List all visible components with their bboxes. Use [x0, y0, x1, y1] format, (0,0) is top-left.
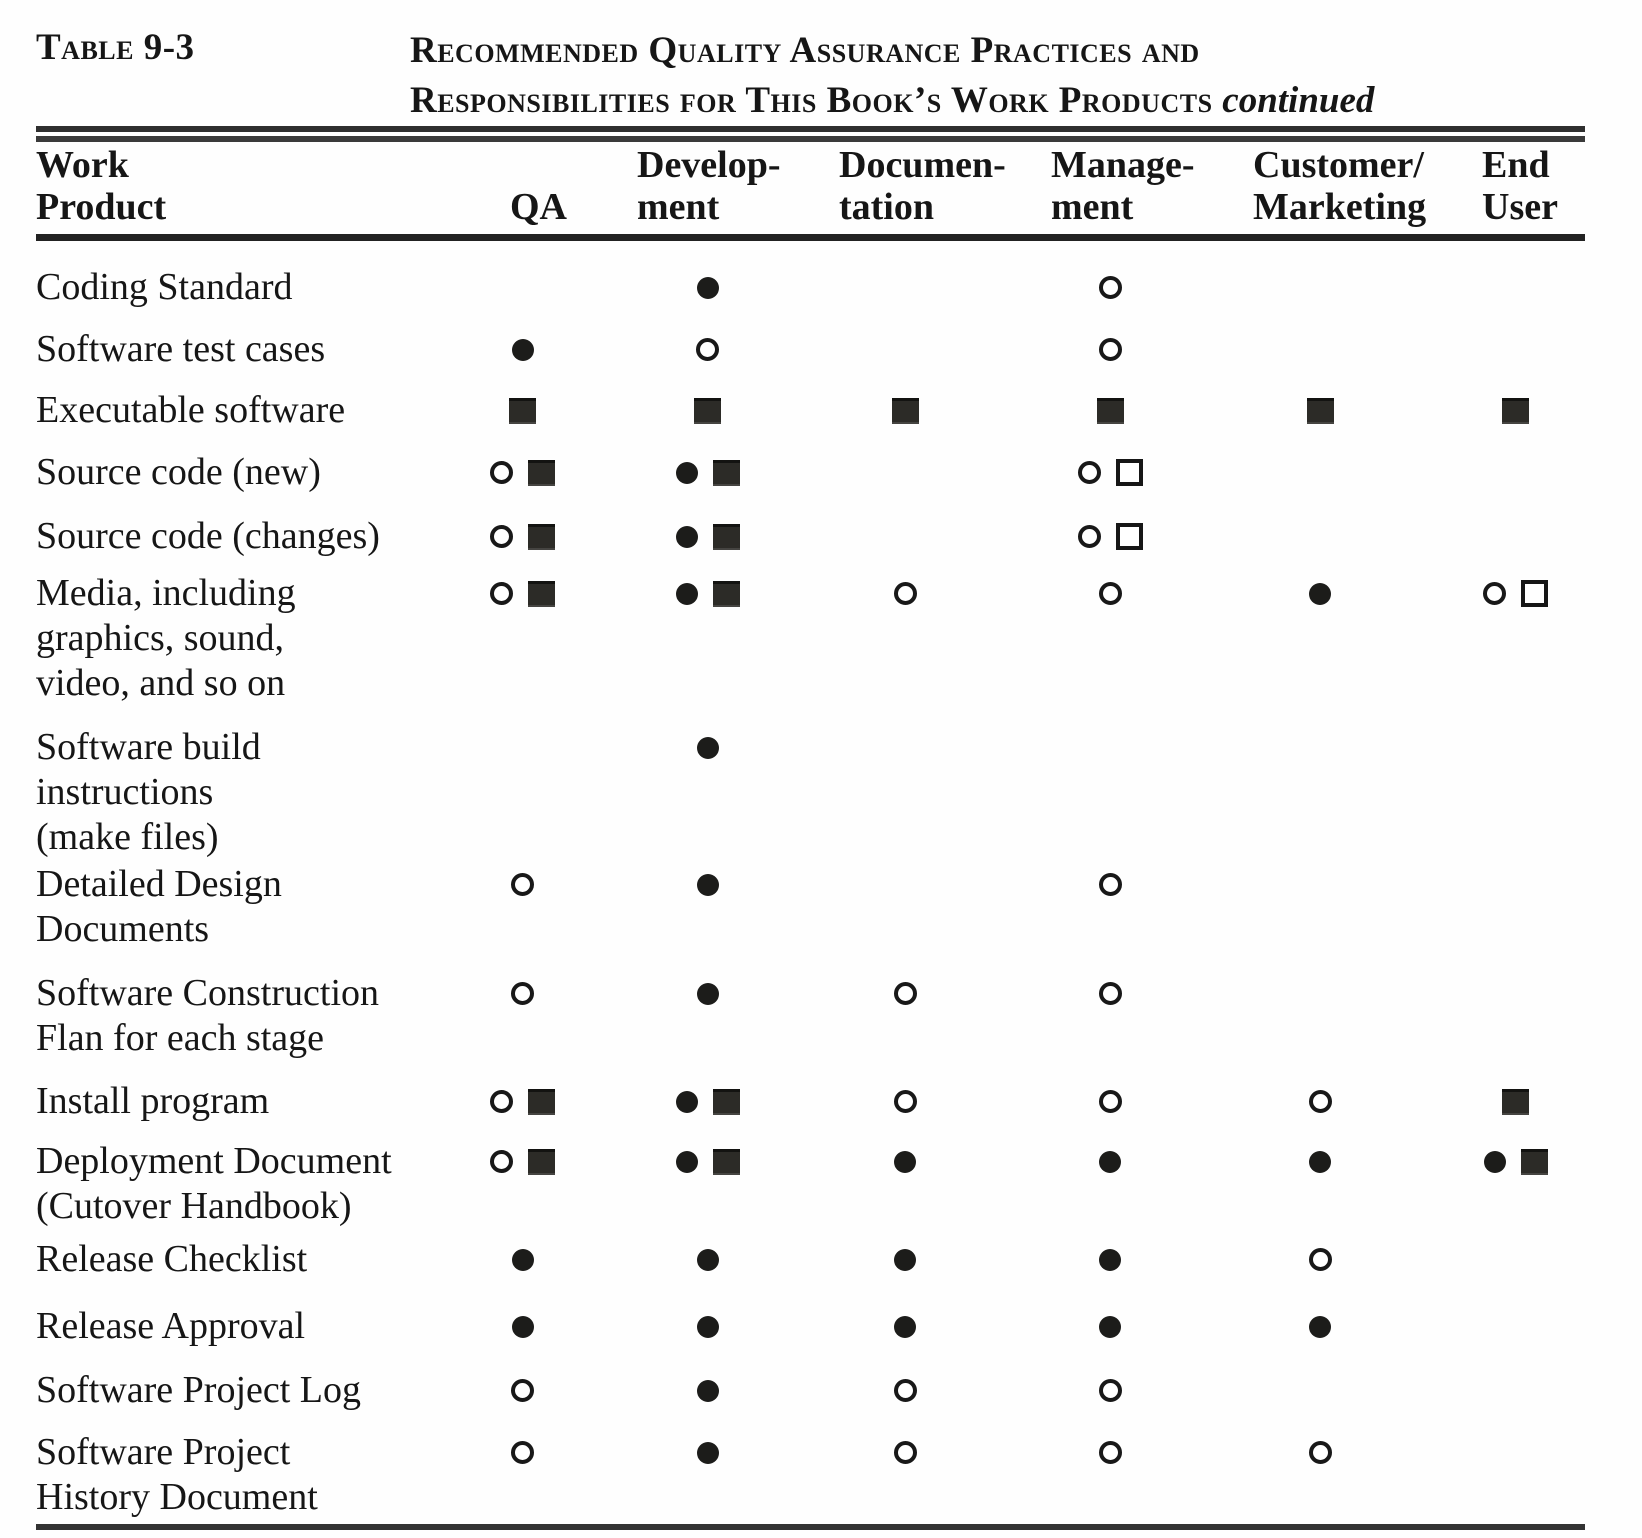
matrix-cell-documentation [830, 725, 980, 770]
filled-circle-icon [1099, 1249, 1121, 1271]
column-header-line: Documen- [839, 144, 1006, 186]
column-header-line: ment [637, 186, 720, 228]
column-header-line: Marketing [1253, 186, 1427, 228]
table-caption [0, 0, 1642, 126]
column-header-line: End [1482, 144, 1550, 186]
work-product-line: Software test cases [36, 328, 326, 370]
work-product-line: Software Project [36, 1431, 291, 1473]
open-circle-icon [1078, 461, 1101, 484]
table-row [36, 725, 1585, 860]
filled-circle-icon [1309, 583, 1331, 605]
open-circle-icon [511, 1379, 534, 1402]
matrix-cell-customer-marketing [1240, 1304, 1400, 1349]
work-product-line: graphics, sound, [36, 617, 285, 659]
open-circle-icon [894, 1441, 917, 1464]
table-row [36, 1368, 1585, 1413]
matrix-cell-management [980, 514, 1240, 559]
matrix-cell-management [980, 971, 1240, 1016]
matrix-cell-management [980, 1079, 1240, 1124]
open-circle-icon [490, 525, 513, 548]
matrix-cell-documentation [830, 862, 980, 907]
work-product-cell [36, 862, 460, 952]
open-circle-icon [1099, 1441, 1122, 1464]
matrix-cell-qa [460, 1368, 585, 1413]
column-header-end-user [1400, 144, 1585, 228]
filled-square-icon [713, 581, 740, 607]
column-header-line: Product [36, 186, 167, 228]
matrix-cell-documentation [830, 1304, 980, 1349]
bottom-rule [36, 1524, 1585, 1530]
work-product-line: History Document [36, 1476, 318, 1518]
column-header-line: tation [839, 186, 934, 228]
work-product-cell [36, 327, 460, 372]
matrix-cell-end-user [1400, 388, 1585, 433]
open-circle-icon [894, 1379, 917, 1402]
filled-circle-icon [697, 1316, 719, 1338]
filled-circle-icon [676, 462, 698, 484]
matrix-cell-management [980, 862, 1240, 907]
matrix-cell-qa [460, 725, 585, 770]
matrix-cell-customer-marketing [1240, 265, 1400, 310]
table-header-row [36, 142, 1585, 234]
work-product-cell [36, 1237, 460, 1282]
matrix-cell-development [585, 971, 830, 1016]
table-row [36, 1304, 1585, 1349]
open-circle-icon [1099, 1379, 1122, 1402]
filled-square-icon [713, 524, 740, 550]
matrix-cell-management [980, 1368, 1240, 1413]
filled-square-icon [528, 1149, 555, 1175]
work-product-cell [36, 450, 460, 495]
column-header-line: Customer/ [1253, 144, 1424, 186]
open-circle-icon [1099, 582, 1122, 605]
matrix-cell-documentation [830, 450, 980, 495]
matrix-cell-management [980, 388, 1240, 433]
work-product-cell [36, 725, 460, 860]
matrix-cell-qa [460, 971, 585, 1016]
open-circle-icon [1483, 582, 1506, 605]
table-title-continued: continued [1222, 80, 1375, 121]
matrix-cell-development [585, 571, 830, 616]
matrix-cell-development [585, 725, 830, 770]
work-product-line: Flan for each stage [36, 1017, 325, 1059]
open-circle-icon [1099, 338, 1122, 361]
matrix-cell-management [980, 1304, 1240, 1349]
work-product-cell [36, 1079, 460, 1124]
table-row [36, 1139, 1585, 1229]
work-product-line: Executable software [36, 389, 346, 431]
matrix-cell-documentation [830, 388, 980, 433]
column-header-line: Work [36, 144, 129, 186]
column-header-customer-marketing [1240, 144, 1427, 228]
open-circle-icon [1078, 525, 1101, 548]
matrix-cell-customer-marketing [1240, 514, 1400, 559]
matrix-cell-customer-marketing [1240, 1430, 1400, 1475]
filled-circle-icon [697, 983, 719, 1005]
matrix-cell-qa [460, 450, 585, 495]
matrix-cell-documentation [830, 327, 980, 372]
table-row [36, 388, 1585, 433]
filled-circle-icon [894, 1249, 916, 1271]
work-product-line: Software Construction [36, 972, 380, 1014]
work-product-cell [36, 571, 460, 706]
work-product-cell [36, 514, 460, 559]
filled-square-icon [1502, 1089, 1529, 1115]
matrix-cell-development [585, 450, 830, 495]
matrix-cell-management [980, 725, 1240, 770]
matrix-cell-development [585, 1304, 830, 1349]
filled-circle-icon [1309, 1151, 1331, 1173]
filled-square-icon [528, 1089, 555, 1115]
filled-circle-icon [512, 339, 534, 361]
filled-circle-icon [1099, 1151, 1121, 1173]
work-product-cell [36, 1430, 460, 1520]
open-circle-icon [511, 1441, 534, 1464]
filled-circle-icon [697, 737, 719, 759]
filled-circle-icon [1484, 1151, 1506, 1173]
filled-circle-icon [697, 277, 719, 299]
work-product-line: Source code (changes) [36, 515, 380, 557]
work-product-line: instructions [36, 771, 214, 813]
filled-circle-icon [676, 583, 698, 605]
filled-square-icon [1502, 398, 1529, 424]
matrix-cell-end-user [1400, 1079, 1585, 1124]
filled-circle-icon [512, 1249, 534, 1271]
filled-circle-icon [697, 1442, 719, 1464]
matrix-cell-documentation [830, 571, 980, 616]
open-circle-icon [894, 582, 917, 605]
column-header-work-product [36, 144, 460, 228]
work-product-line: Release Checklist [36, 1238, 308, 1280]
matrix-cell-qa [460, 327, 585, 372]
matrix-cell-management [980, 1237, 1240, 1282]
matrix-cell-end-user [1400, 265, 1585, 310]
filled-circle-icon [894, 1316, 916, 1338]
filled-square-icon [1521, 1149, 1548, 1175]
open-square-icon [1116, 459, 1143, 486]
filled-circle-icon [1309, 1316, 1331, 1338]
filled-circle-icon [676, 1151, 698, 1173]
table-row [36, 450, 1585, 495]
matrix-cell-qa [460, 862, 585, 907]
matrix-cell-customer-marketing [1240, 1368, 1400, 1413]
matrix-cell-end-user [1400, 571, 1585, 616]
matrix-cell-end-user [1400, 862, 1585, 907]
table-body [0, 265, 1642, 1520]
column-header-qa [460, 186, 585, 228]
filled-circle-icon [697, 1380, 719, 1402]
table-row [36, 1237, 1585, 1282]
filled-circle-icon [512, 1316, 534, 1338]
matrix-cell-documentation [830, 514, 980, 559]
matrix-cell-documentation [830, 1237, 980, 1282]
matrix-cell-customer-marketing [1240, 1139, 1400, 1184]
matrix-cell-customer-marketing [1240, 862, 1400, 907]
filled-square-icon [1097, 398, 1124, 424]
work-product-cell [36, 1304, 460, 1349]
column-header-line: User [1482, 186, 1558, 228]
matrix-cell-qa [460, 1139, 585, 1184]
work-product-line: video, and so on [36, 662, 286, 704]
matrix-cell-development [585, 1079, 830, 1124]
table-row [36, 514, 1585, 559]
filled-circle-icon [1099, 1316, 1121, 1338]
open-circle-icon [1309, 1248, 1332, 1271]
work-product-line: Coding Standard [36, 266, 293, 308]
open-circle-icon [1099, 982, 1122, 1005]
filled-circle-icon [676, 526, 698, 548]
matrix-cell-qa [460, 1237, 585, 1282]
matrix-cell-qa [460, 388, 585, 433]
matrix-cell-end-user [1400, 450, 1585, 495]
matrix-cell-customer-marketing [1240, 1237, 1400, 1282]
work-product-line: Documents [36, 908, 210, 950]
work-product-cell [36, 1368, 460, 1413]
matrix-cell-end-user [1400, 1368, 1585, 1413]
work-product-line: Install program [36, 1080, 270, 1122]
matrix-cell-qa [460, 1430, 585, 1475]
work-product-line: (Cutover Handbook) [36, 1185, 352, 1227]
work-product-line: Detailed Design [36, 863, 282, 905]
matrix-cell-qa [460, 265, 585, 310]
filled-circle-icon [697, 874, 719, 896]
open-circle-icon [1309, 1090, 1332, 1113]
open-circle-icon [1099, 1090, 1122, 1113]
matrix-cell-end-user [1400, 1304, 1585, 1349]
table-row [36, 971, 1585, 1061]
work-product-line: Software build [36, 726, 261, 768]
matrix-cell-documentation [830, 1430, 980, 1475]
filled-square-icon [1307, 398, 1334, 424]
matrix-cell-end-user [1400, 327, 1585, 372]
matrix-cell-development [585, 388, 830, 433]
matrix-cell-customer-marketing [1240, 388, 1400, 433]
open-circle-icon [696, 338, 719, 361]
column-header-line: ment [1051, 186, 1134, 228]
table-row [36, 571, 1585, 706]
header-rule [36, 234, 1585, 241]
open-circle-icon [490, 1150, 513, 1173]
matrix-cell-qa [460, 571, 585, 616]
matrix-cell-end-user [1400, 971, 1585, 1016]
open-circle-icon [490, 461, 513, 484]
open-circle-icon [490, 1090, 513, 1113]
filled-square-icon [892, 398, 919, 424]
matrix-cell-end-user [1400, 725, 1585, 770]
open-circle-icon [1099, 873, 1122, 896]
table-row [36, 862, 1585, 952]
table-title [410, 26, 1374, 126]
table-title-line1: Recommended Quality Assurance Practices and [410, 30, 1200, 71]
work-product-cell [36, 388, 460, 433]
matrix-cell-customer-marketing [1240, 971, 1400, 1016]
matrix-cell-qa [460, 1304, 585, 1349]
table-row [36, 1430, 1585, 1520]
matrix-cell-documentation [830, 1139, 980, 1184]
work-product-line: Deployment Document [36, 1140, 392, 1182]
matrix-cell-end-user [1400, 1237, 1585, 1282]
filled-square-icon [694, 398, 721, 424]
table-row [36, 1079, 1585, 1124]
matrix-cell-development [585, 1139, 830, 1184]
matrix-cell-customer-marketing [1240, 1079, 1400, 1124]
table-label: Table 9-3 [36, 27, 195, 68]
matrix-cell-documentation [830, 1368, 980, 1413]
matrix-cell-management [980, 327, 1240, 372]
column-header-management [980, 144, 1240, 228]
column-header-development [585, 144, 830, 228]
work-product-line: Source code (new) [36, 451, 321, 493]
matrix-cell-development [585, 1430, 830, 1475]
matrix-cell-management [980, 265, 1240, 310]
filled-square-icon [713, 1089, 740, 1115]
matrix-cell-qa [460, 514, 585, 559]
matrix-cell-management [980, 1430, 1240, 1475]
filled-square-icon [509, 398, 536, 424]
matrix-cell-development [585, 1237, 830, 1282]
filled-circle-icon [676, 1091, 698, 1113]
matrix-cell-development [585, 514, 830, 559]
matrix-cell-end-user [1400, 1139, 1585, 1184]
work-product-line: Media, including [36, 572, 296, 614]
work-product-cell [36, 265, 460, 310]
matrix-cell-development [585, 265, 830, 310]
open-circle-icon [511, 873, 534, 896]
filled-square-icon [528, 581, 555, 607]
open-circle-icon [511, 982, 534, 1005]
matrix-cell-customer-marketing [1240, 450, 1400, 495]
matrix-cell-customer-marketing [1240, 725, 1400, 770]
column-header-line: Manage- [1051, 144, 1195, 186]
matrix-cell-customer-marketing [1240, 327, 1400, 372]
open-circle-icon [894, 982, 917, 1005]
matrix-cell-documentation [830, 971, 980, 1016]
table-title-line2: Responsibilities for This Book’s Work Products continued [410, 80, 1375, 121]
column-header-line: QA [510, 186, 567, 228]
filled-square-icon [713, 1149, 740, 1175]
work-product-cell [36, 1139, 460, 1229]
matrix-cell-development [585, 327, 830, 372]
open-circle-icon [1099, 276, 1122, 299]
filled-square-icon [528, 524, 555, 550]
matrix-cell-documentation [830, 1079, 980, 1124]
matrix-cell-management [980, 571, 1240, 616]
table-row [36, 265, 1585, 310]
work-product-cell [36, 971, 460, 1061]
matrix-cell-documentation [830, 265, 980, 310]
table-row [36, 327, 1585, 372]
filled-square-icon [713, 460, 740, 486]
work-product-line: (make files) [36, 816, 219, 858]
filled-circle-icon [697, 1249, 719, 1271]
work-product-line: Software Project Log [36, 1369, 362, 1411]
filled-square-icon [528, 460, 555, 486]
top-double-rule [36, 126, 1585, 142]
filled-circle-icon [894, 1151, 916, 1173]
matrix-cell-management [980, 1139, 1240, 1184]
matrix-cell-management [980, 450, 1240, 495]
matrix-cell-customer-marketing [1240, 571, 1400, 616]
matrix-cell-development [585, 1368, 830, 1413]
open-square-icon [1116, 523, 1143, 550]
open-circle-icon [894, 1090, 917, 1113]
matrix-cell-end-user [1400, 514, 1585, 559]
open-circle-icon [1309, 1441, 1332, 1464]
matrix-cell-end-user [1400, 1430, 1585, 1475]
column-header-line: Develop- [637, 144, 781, 186]
open-circle-icon [490, 582, 513, 605]
matrix-cell-qa [460, 1079, 585, 1124]
column-header-documentation [830, 144, 1006, 228]
open-square-icon [1521, 580, 1548, 607]
work-product-line: Release Approval [36, 1305, 306, 1347]
matrix-cell-development [585, 862, 830, 907]
